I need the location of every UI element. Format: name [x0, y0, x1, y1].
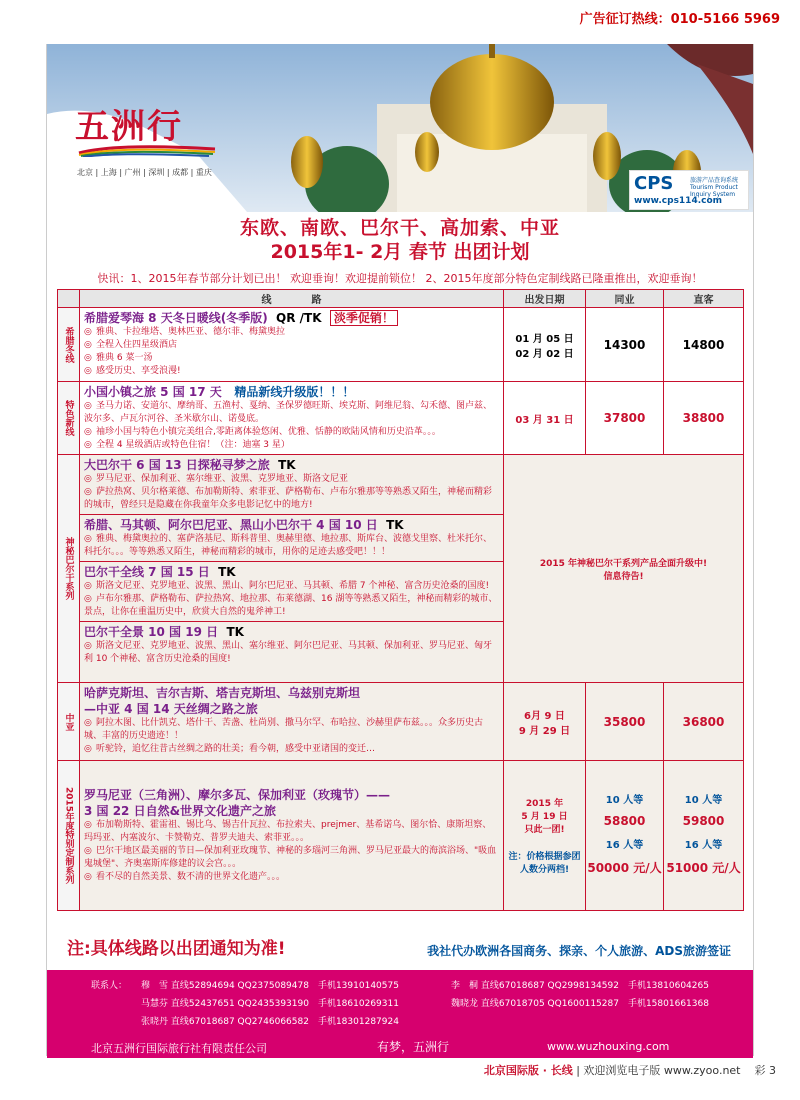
airline-code: QR /TK — [276, 311, 322, 325]
list-item: ◎ 全程入住四星级酒店 — [84, 340, 178, 350]
header-direct: 直客 — [664, 290, 744, 308]
headline-regions: 东欧、南欧、巴尔干、高加索、中亚 — [239, 217, 560, 239]
trade-price: 37800 — [586, 382, 664, 455]
departure-date: 03 月 31 日 — [504, 382, 586, 455]
promo-tag: 精品新线升级版！！！ — [234, 385, 355, 399]
company-url[interactable]: www.wuzhouxing.com — [547, 1040, 670, 1053]
rainbow-brush-icon — [77, 143, 217, 157]
direct-price: 36800 — [664, 683, 744, 761]
headline-plan: 2015年1- 2月 春节 出团计划 — [270, 241, 530, 263]
divider — [80, 514, 503, 515]
trade-price: 35800 — [586, 683, 664, 761]
list-item: ◎ 阿拉木图、比什凯克、塔什干、苦盏、杜尚别、撒马尔罕、布哈拉、沙赫里萨布兹。。。众多历史古城、丰富的历史遗迹！！ — [84, 718, 484, 741]
contact-row: 张晓丹 直线67018687 QQ2746066582 手机18301287924 — [141, 1017, 399, 1027]
list-item: ◎ 布加勒斯特、霍雷祖、锡比乌、锡吉什瓦拉、布拉索夫、prejmer、基希诺乌、图尔恰、康斯坦察、玛玛亚、内塞波尔、卡赞勒克、普罗夫迪夫、索菲亚。。。 — [84, 820, 492, 843]
trade-price: 10 人等 58800 16 人等 50000 元/人 — [586, 761, 664, 911]
signature: 有梦，五洲行 — [377, 1040, 450, 1054]
route-title: 哈萨克斯坦、吉尔吉斯、塔吉克斯坦、乌兹别克斯坦 — [84, 686, 361, 700]
route-title: 罗马尼亚（三角洲）、摩尔多瓦、保加利亚（玫瑰节）—— — [84, 788, 391, 802]
list-item: ◎ 袖珍小国与特色小镇完美组合,零距离体验悠闲、优雅、恬静的欧陆风情和历史沿革。。。 — [84, 427, 441, 437]
note-disclaimer: 注:具体线路以出团通知为准! — [67, 939, 286, 959]
tour-table — [57, 289, 744, 911]
header-route: 线 路 — [80, 290, 504, 308]
direct-price: 38800 — [664, 382, 744, 455]
category-greece: 希腊冬线 — [58, 308, 80, 382]
headline — [47, 216, 753, 264]
contact-panel — [47, 970, 753, 1058]
page-footer: 北京国际版 · 长线 | 欢迎浏览电子版 www.zyoo.net 彩 3 — [483, 1064, 776, 1077]
cps-subtitle: 旅游产品查询系统 Tourism Product Inquiry System — [690, 177, 739, 198]
contact-row: 穆 雪 直线52894694 QQ2375089478 手机13910140575 — [141, 981, 399, 991]
route-central-asia — [80, 683, 504, 761]
list-item: ◎ 雅典 6 菜一汤 — [84, 353, 153, 363]
ad-hotline: 广告征订热线：010-5166 5969 — [579, 12, 780, 27]
route-title: 希腊、马其顿、阿尔巴尼亚、黑山小巴尔干 4 国 10 日 TK — [84, 518, 404, 532]
route-title: 小国小镇之旅 5 国 17 天 精品新线升级版！！！ — [84, 385, 355, 399]
route-title: 大巴尔干 6 国 13 日探秘寻梦之旅 TK — [84, 458, 296, 472]
departure-date: 01 月 05 日 02 月 02 日 — [504, 308, 586, 382]
list-item: ◎ 全程 4 星级酒店或特色住宿！（注：迪塞 3 星） — [84, 440, 290, 450]
logo-wordmark: 五洲行 — [75, 107, 183, 147]
contact-row: 李 桐 直线67018687 QQ2998134592 手机13810604265 — [451, 981, 709, 991]
logo-cities: 北京 | 上海 | 广州 | 深圳 | 成都 | 重庆 — [77, 168, 212, 177]
visa-service: 我社代办欧洲各国商务、探亲、个人旅游、ADS旅游签证 — [427, 944, 731, 958]
contact-row: 魏晓龙 直线67018705 QQ1600115287 手机15801661368 — [451, 999, 709, 1009]
list-item: ◎ 斯洛文尼亚、克罗地亚、波黑、黑山、塞尔维亚、阿尔巴尼亚、马其顿、保加利亚、罗马尼亚、匈牙利 10 个神秘、富含历史沧桑的国度! — [84, 641, 493, 664]
list-item: ◎ 雅典、卡拉维塔、奥林匹亚、德尔菲、梅黛奥拉 — [84, 327, 286, 337]
poster — [46, 44, 754, 1056]
direct-price: 14800 — [664, 308, 744, 382]
list-item: ◎ 罗马尼亚、保加利亚、塞尔维亚、波黑、克罗地亚、斯洛文尼亚 — [84, 474, 349, 484]
table-row — [58, 455, 744, 683]
footer-text[interactable]: 欢迎浏览电子版 www.zyoo.net — [583, 1064, 741, 1077]
contact-label: 联系人： — [91, 981, 128, 991]
table-row — [58, 683, 744, 761]
list-item: ◎ 看不尽的自然美景、数不清的世界文化遗产。。。 — [84, 872, 286, 882]
note-bar — [57, 930, 743, 964]
list-item: ◎ 巴尔干地区最美丽的节日—保加利亚玫瑰节、神秘的多瑙河三角洲、罗马尼亚最大的海滨浴场、"吸血鬼城堡"、齐奥塞斯库修建的议会宫。。。 — [84, 846, 497, 869]
brand-logo — [75, 99, 235, 189]
list-item: ◎ 听驼铃，追忆往昔古丝绸之路的壮美；看今朝，感受中亚诸国的变迁… — [84, 744, 376, 754]
page-number: 彩 3 — [754, 1064, 776, 1077]
route-small-countries — [80, 382, 504, 455]
category-balkan: 神秘巴尔干系列 — [58, 455, 80, 683]
route-custom — [80, 761, 504, 911]
route-greece — [80, 308, 504, 382]
list-item: ◎ 卢布尔雅那、萨格勒布、萨拉热窝、地拉那、布莱德湖、16 湖等等熟悉又陌生，神秘而精彩的城市、景点，让你在重温历史中，欣赏大自然的鬼斧神工! — [84, 594, 498, 617]
list-item: ◎ 萨拉热窝、贝尔格莱德、布加勒斯特、索菲亚、萨格勒布、卢布尔雅那等等熟悉又陌生，神秘而精彩的城市，曾经只是隐藏在你我童年众多电影记忆中的地方! — [84, 487, 493, 510]
direct-price: 10 人等 59800 16 人等 51000 元/人 — [664, 761, 744, 911]
hero-banner — [47, 44, 753, 212]
flash-news: 快讯：1、2015年春节部分计划已出！ 欢迎垂询！欢迎提前锁位！ 2、2015年度部分特色定制线路已隆重推出，欢迎垂询！ — [97, 272, 703, 285]
departure-date: 6月 9 日 9 月 29 日 — [504, 683, 586, 761]
list-item: ◎ 圣马力诺、安道尔、摩纳哥、五渔村、戛纳、圣保罗德旺斯、埃克斯、阿维尼翁、勾禾德、图卢兹、波尔多、卢瓦尔河谷、圣米歇尔山、诺曼底。 — [84, 401, 493, 424]
divider — [80, 621, 503, 622]
category-new: 特色新线 — [58, 382, 80, 455]
edition-label: 北京国际版 · 长线 — [483, 1064, 573, 1077]
list-item: ◎ 雅典、梅黛奥拉的、塞萨洛基尼、斯科普里、奥赫里德、地拉那、斯库台、波德戈里察、杜米托尔、科托尔。。。等等熟悉又陌生，神秘而精彩的城市，用你的足迹去感受吧！！！ — [84, 534, 493, 557]
company-name: 北京五洲行国际旅行社有限责任公司 — [91, 1042, 267, 1055]
header-trade: 同业 — [586, 290, 664, 308]
table-row — [58, 761, 744, 911]
cps-url[interactable]: www.cps114.com — [634, 196, 723, 206]
header-category — [58, 290, 80, 308]
table-header — [58, 290, 744, 308]
route-title: 巴尔干全线 7 国 15 日 TK — [84, 565, 236, 579]
table-row — [58, 382, 744, 455]
top-bar — [0, 0, 800, 44]
contact-row: 马慧芬 直线52437651 QQ2435393190 手机18610269311 — [141, 999, 399, 1009]
route-subtitle: —中亚 4 国 14 天丝绸之路之旅 — [84, 702, 258, 716]
trade-price: 14300 — [586, 308, 664, 382]
route-balkan — [80, 455, 504, 683]
route-subtitle: 3 国 22 日自然&世界文化遗产之旅 — [84, 804, 277, 818]
cps-title: CPS — [634, 173, 674, 194]
list-item: ◎ 感受历史、享受浪漫! — [84, 366, 181, 376]
promo-tag: 淡季促销！ — [330, 310, 398, 326]
category-custom: 2015年度特别定制系列 — [58, 761, 80, 911]
route-title: 巴尔干全景 10 国 19 日 TK — [84, 625, 244, 639]
table-row — [58, 308, 744, 382]
route-title: 希腊爱琴海 8 天冬日暖线(冬季版) QR /TK 淡季促销！ — [84, 310, 499, 326]
cps-badge — [629, 170, 749, 210]
category-central-asia: 中亚 — [58, 683, 80, 761]
balkan-notice: 2015 年神秘巴尔干系列产品全面升级中! 信息待告! — [504, 455, 744, 683]
departure-date: 2015 年 5 月 19 日 只此一团! 注：价格根据参团人数分两档! — [504, 761, 586, 911]
divider — [80, 561, 503, 562]
list-item: ◎ 斯洛文尼亚、克罗地亚、波黑、黑山、阿尔巴尼亚、马其顿、希腊 7 个神秘、富含历史沧桑的国度! — [84, 581, 490, 591]
header-date: 出发日期 — [504, 290, 586, 308]
